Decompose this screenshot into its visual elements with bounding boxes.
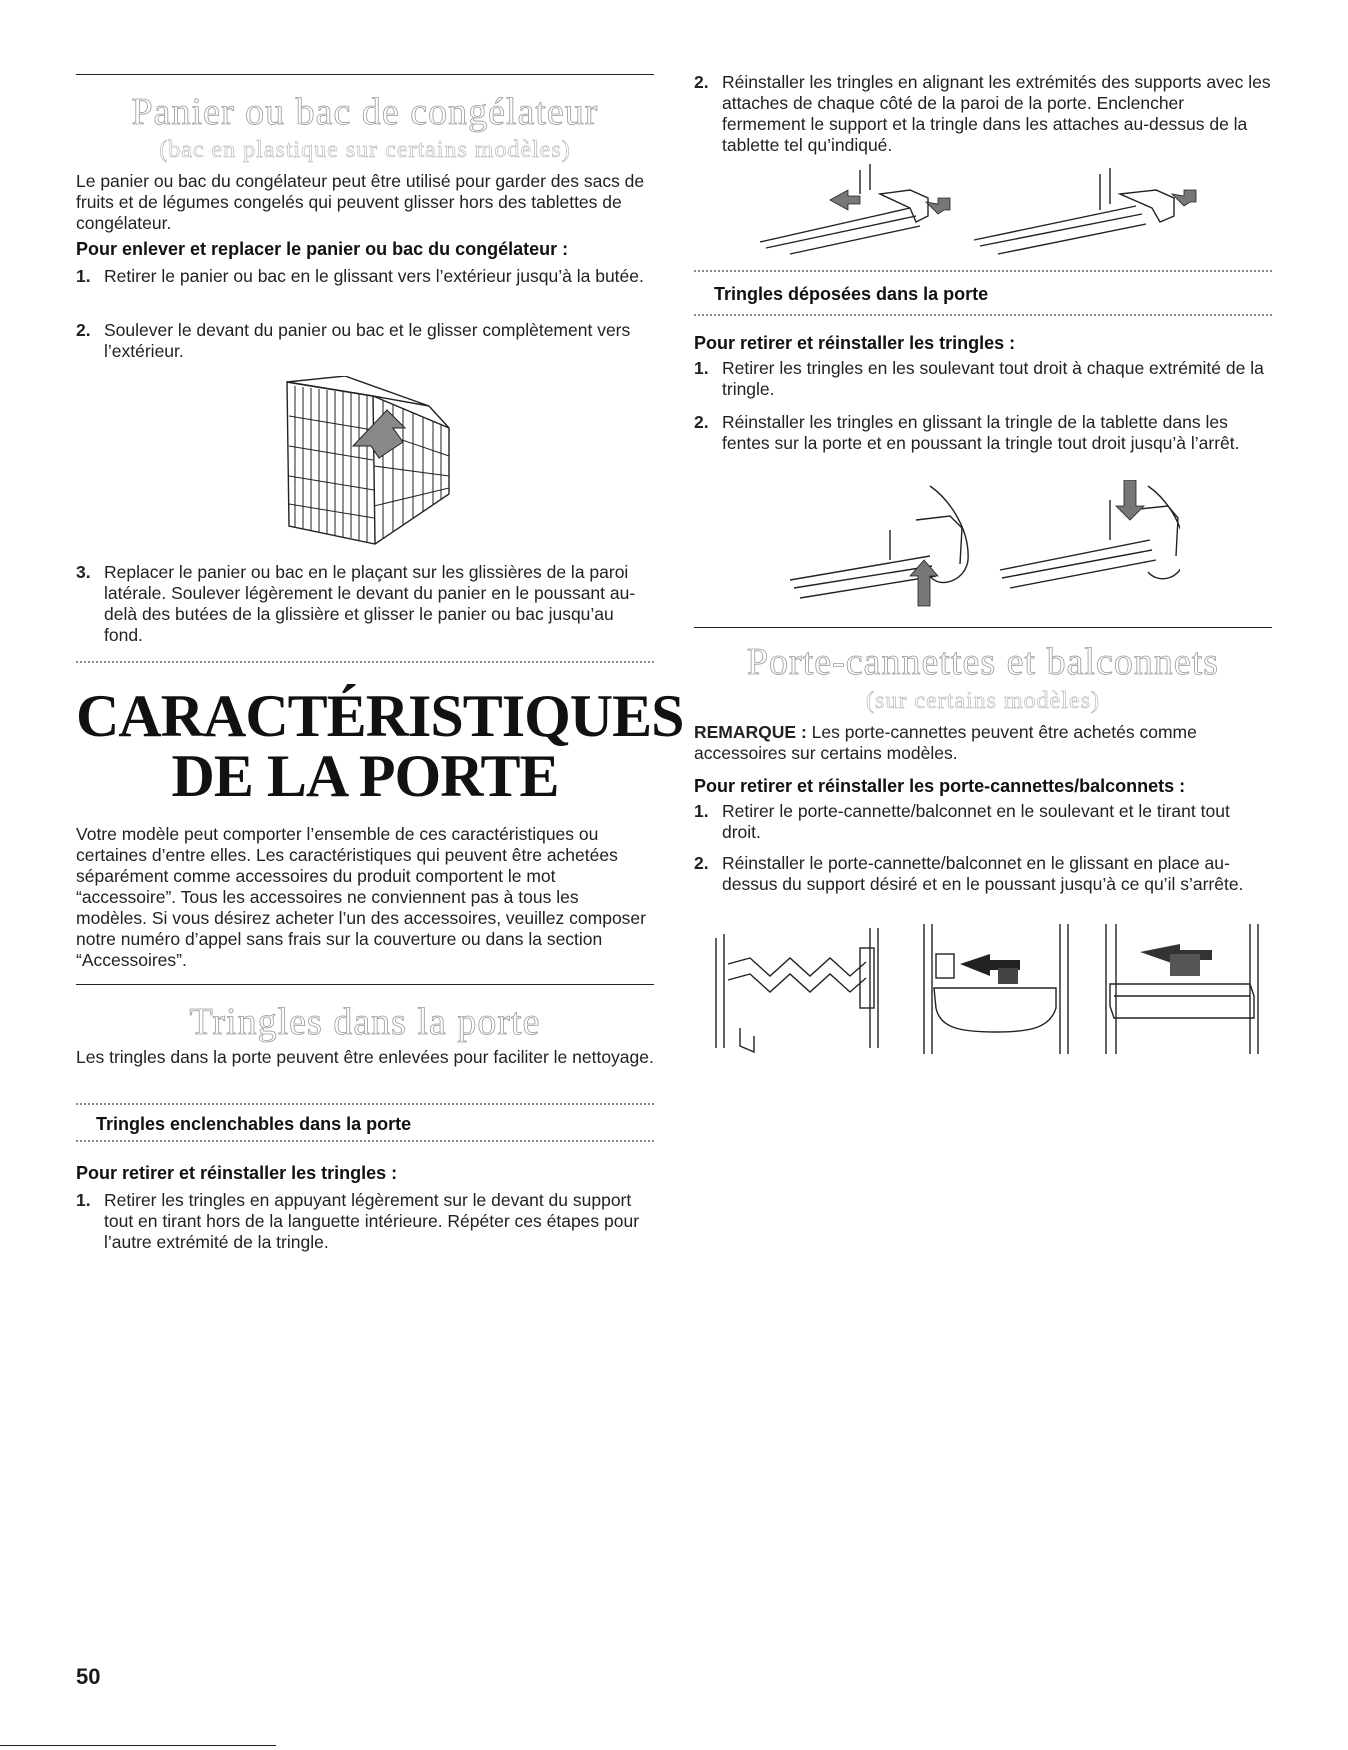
rails-caption-rule-bottom: [76, 1140, 654, 1142]
rails-intro: Les tringles dans la porte peuvent être enlevées pour faciliter le nettoyage.: [76, 1047, 654, 1067]
drop-in-rails-step-1: 1. Retirer les tringles en les soulevant tout droit à chaque extrémité de la tringle.: [694, 358, 1264, 399]
page-number: 50: [76, 1664, 101, 1689]
door-features-intro: Votre modèle peut comporter l’ensemble de ces caractéristiques ou certaines d’entre elles. Les caractéristiques qui peuvent être achetées séparément comme accessoires du produit comportent le mot “accessoire”. Tous les accessoires ne conviennent pas à tous les modèles. Si vous désirez acheter l’un des accessoires, veuillez composer notre numéro d’appel sans frais sur la couverture ou dans la section “Accessoires”.: [76, 824, 646, 970]
basket-heading: Pour enlever et replacer le panier ou bac du congélateur :: [76, 239, 569, 259]
rails-section-title: Tringles dans la porte: [189, 1001, 541, 1043]
rails-caption-rule-top-right: [694, 270, 1272, 272]
basket-section-subtitle: (bac en plastique sur certains modèles): [159, 137, 571, 163]
rails-caption-drop-in: Tringles déposées dans la porte: [714, 284, 989, 304]
can-holder-section-subtitle: (sur certains modèles): [866, 688, 1100, 714]
can-holder-step-1: 1. Retirer le porte-cannette/balconnet en le soulevant et le tirant tout droit.: [694, 801, 1230, 842]
rails-step-1: 1. Retirer les tringles en appuyant légèrement sur le devant du support tout en tirant hors de la languette intérieure. Répéter ces étapes pour l’autre extrémité de la tringle.: [76, 1190, 640, 1252]
drop-in-rails-heading: Pour retirer et réinstaller les tringles :: [694, 333, 1016, 353]
basket-intro: Le panier ou bac du congélateur peut être utilisé pour garder des sacs de fruits et de légumes congelés qui peuvent glisser hors des tablettes de congélateur.: [76, 171, 645, 233]
rails-heading: Pour retirer et réinstaller les tringles :: [76, 1163, 398, 1183]
can-holder-section-title: Porte-cannettes et balconnets: [746, 641, 1220, 683]
top-rule-left: [76, 74, 654, 75]
snap-in-rails-illustration: [760, 164, 1230, 260]
door-bin-illustration-1: [920, 924, 1072, 1058]
can-holder-top-rule: [694, 627, 1272, 628]
freezer-basket-illustration: [283, 376, 453, 548]
drop-in-rails-illustration: [790, 480, 1180, 610]
can-holder-heading: Pour retirer et réinstaller les porte-cannettes/balconnets :: [694, 776, 1186, 796]
rails-caption-rule-bottom-right: [694, 314, 1272, 316]
can-holder-illustration: [710, 928, 894, 1058]
basket-section-title: Panier ou bac de congélateur: [131, 91, 599, 133]
can-holder-note: REMARQUE : Les porte-cannettes peuvent être achetés comme accessoires sur certains modèles.: [694, 722, 1197, 763]
can-holder-step-2: 2. Réinstaller le porte-cannette/balconnet en le glissant en place au-dessus du support désiré et en le poussant jusqu’à ce qu’il s’arrête.: [694, 853, 1244, 894]
rails-caption-rule-top: [76, 1103, 654, 1105]
basket-step-2: 2. Soulever le devant du panier ou bac et le glisser complètement vers l’extérieur.: [76, 320, 631, 361]
rails-caption-snap-in: Tringles enclenchables dans la porte: [96, 1114, 412, 1134]
basket-step-3: 3. Replacer le panier ou bac en le plaçant sur les glissières de la paroi latérale. Soulever légèrement le devant du panier en le poussant au-delà des butées de la glissière et glisser le panier ou bac jusqu’au fond.: [76, 562, 636, 645]
drop-in-rails-step-2: 2. Réinstaller les tringles en glissant la tringle de la tablette dans les fentes sur la porte et en poussant la tringle tout droit jusqu’à l’arrêt.: [694, 412, 1240, 453]
rails-step-2-snap-in: 2. Réinstaller les tringles en alignant les extrémités des supports avec les attaches de chaque côté de la paroi de la porte. Enclencher fermement le support et la tringle dans les attaches au-dessus de la tablette tel qu’indiqué.: [694, 72, 1271, 155]
rails-top-rule: [76, 984, 654, 985]
door-features-title-line-1: CARACTÉRISTIQUES: [76, 683, 684, 749]
bottom-edge-rule: [0, 1745, 276, 1746]
door-features-title-line-2: DE LA PORTE: [171, 743, 559, 809]
section-divider-dotted: [76, 661, 654, 663]
door-bin-illustration-2: [1100, 924, 1266, 1058]
basket-step-1: 1. Retirer le panier ou bac en le glissant vers l’extérieur jusqu’à la butée.: [76, 266, 644, 286]
